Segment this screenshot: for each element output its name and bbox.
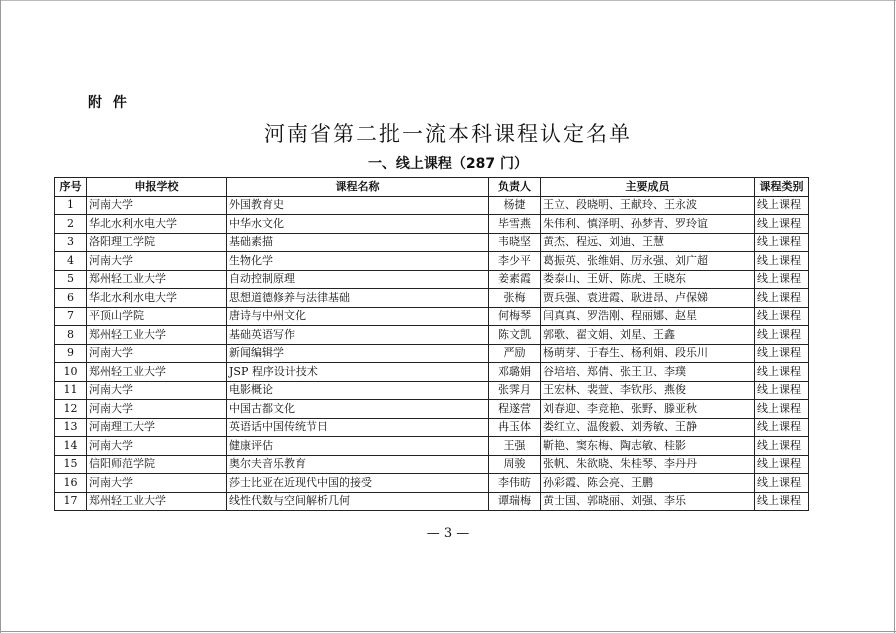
attachment-label: 附 件 — [88, 95, 130, 111]
header-leader: 负责人 — [489, 178, 541, 197]
table-row — [55, 326, 809, 345]
cell-leader: 冉玉体 — [489, 418, 541, 437]
cell-members: 葛振英、张维娟、厉永强、刘广超 — [541, 252, 755, 271]
cell-leader: 李伟昉 — [489, 474, 541, 493]
table-row — [55, 492, 809, 511]
cell-leader: 严励 — [489, 344, 541, 363]
cell-category: 线上课程 — [755, 400, 809, 419]
page-edge-top — [0, 0, 896, 1]
cell-school: 河南大学 — [87, 196, 227, 215]
cell-category: 线上课程 — [755, 196, 809, 215]
table-body — [55, 196, 809, 511]
table-row — [55, 307, 809, 326]
cell-course: 唐诗与中州文化 — [227, 307, 489, 326]
table-row — [55, 252, 809, 271]
cell-category: 线上课程 — [755, 492, 809, 511]
cell-school: 信阳师范学院 — [87, 455, 227, 474]
cell-category: 线上课程 — [755, 418, 809, 437]
cell-members: 杨萌芽、于春生、杨利娟、段乐川 — [541, 344, 755, 363]
cell-course: 电影概论 — [227, 381, 489, 400]
cell-seq: 11 — [55, 381, 87, 400]
cell-seq: 1 — [55, 196, 87, 215]
cell-course: 奥尔夫音乐教育 — [227, 455, 489, 474]
cell-course: 中国古都文化 — [227, 400, 489, 419]
cell-category: 线上课程 — [755, 381, 809, 400]
cell-leader: 谭瑞梅 — [489, 492, 541, 511]
header-members: 主要成员 — [541, 178, 755, 197]
page-edge-bottom — [0, 631, 896, 632]
cell-leader: 毕雪燕 — [489, 215, 541, 234]
cell-members: 朱伟利、慎泽明、孙梦青、罗玲谊 — [541, 215, 755, 234]
cell-leader: 杨捷 — [489, 196, 541, 215]
cell-category: 线上课程 — [755, 437, 809, 456]
cell-category: 线上课程 — [755, 474, 809, 493]
cell-seq: 10 — [55, 363, 87, 382]
cell-seq: 5 — [55, 270, 87, 289]
cell-school: 河南大学 — [87, 474, 227, 493]
header-course: 课程名称 — [227, 178, 489, 197]
cell-category: 线上课程 — [755, 270, 809, 289]
cell-members: 靳艳、窦东梅、陶志敏、桂影 — [541, 437, 755, 456]
cell-leader: 王强 — [489, 437, 541, 456]
cell-members: 谷培培、郑倩、张王卫、李璞 — [541, 363, 755, 382]
cell-members: 娄泰山、王妍、陈虎、王晓东 — [541, 270, 755, 289]
cell-category: 线上课程 — [755, 252, 809, 271]
cell-category: 线上课程 — [755, 233, 809, 252]
cell-leader: 陈文凯 — [489, 326, 541, 345]
cell-category: 线上课程 — [755, 326, 809, 345]
table-row — [55, 400, 809, 419]
cell-school: 洛阳理工学院 — [87, 233, 227, 252]
cell-seq: 6 — [55, 289, 87, 308]
header-school: 申报学校 — [87, 178, 227, 197]
cell-seq: 2 — [55, 215, 87, 234]
cell-course: 线性代数与空间解析几何 — [227, 492, 489, 511]
cell-course: 新闻编辑学 — [227, 344, 489, 363]
cell-course: 英语话中国传统节日 — [227, 418, 489, 437]
table-row — [55, 270, 809, 289]
cell-school: 河南大学 — [87, 381, 227, 400]
table-row — [55, 233, 809, 252]
cell-course: 健康评估 — [227, 437, 489, 456]
cell-school: 河南大学 — [87, 344, 227, 363]
cell-seq: 14 — [55, 437, 87, 456]
cell-seq: 8 — [55, 326, 87, 345]
header-category: 课程类别 — [755, 178, 809, 197]
table-row — [55, 196, 809, 215]
cell-leader: 何梅琴 — [489, 307, 541, 326]
cell-members: 黄杰、程远、刘迪、王慧 — [541, 233, 755, 252]
table-row — [55, 418, 809, 437]
table-header-row — [55, 178, 809, 197]
document-title: 河南省第二批一流本科课程认定名单 — [264, 122, 632, 146]
cell-school: 郑州轻工业大学 — [87, 270, 227, 289]
cell-school: 华北水利水电大学 — [87, 215, 227, 234]
course-table — [54, 177, 809, 511]
cell-members: 郭歌、翟文娟、刘星、王鑫 — [541, 326, 755, 345]
cell-members: 刘春迎、李竞艳、张野、滕亚秋 — [541, 400, 755, 419]
cell-school: 郑州轻工业大学 — [87, 363, 227, 382]
cell-seq: 16 — [55, 474, 87, 493]
cell-school: 河南大学 — [87, 400, 227, 419]
cell-leader: 张梅 — [489, 289, 541, 308]
cell-members: 孙彩霞、陈会亮、王鹏 — [541, 474, 755, 493]
cell-members: 张帆、朱欲晓、朱桂琴、李丹丹 — [541, 455, 755, 474]
cell-seq: 4 — [55, 252, 87, 271]
table-row — [55, 215, 809, 234]
cell-seq: 17 — [55, 492, 87, 511]
table-row — [55, 344, 809, 363]
cell-course: 基础英语写作 — [227, 326, 489, 345]
cell-leader: 张霁月 — [489, 381, 541, 400]
table-row — [55, 289, 809, 308]
cell-members: 娄红立、温俊毅、刘秀敏、王静 — [541, 418, 755, 437]
cell-seq: 15 — [55, 455, 87, 474]
cell-members: 闫真真、罗浩刚、程丽娜、赵星 — [541, 307, 755, 326]
cell-school: 河南大学 — [87, 437, 227, 456]
cell-course: 中华水文化 — [227, 215, 489, 234]
page-number: — 3 — — [426, 526, 470, 541]
cell-category: 线上课程 — [755, 289, 809, 308]
header-seq: 序号 — [55, 178, 87, 197]
table-row — [55, 437, 809, 456]
cell-seq: 13 — [55, 418, 87, 437]
cell-leader: 李少平 — [489, 252, 541, 271]
cell-school: 平顶山学院 — [87, 307, 227, 326]
cell-category: 线上课程 — [755, 307, 809, 326]
cell-course: 基础素描 — [227, 233, 489, 252]
cell-seq: 9 — [55, 344, 87, 363]
cell-leader: 邓璐娟 — [489, 363, 541, 382]
cell-seq: 3 — [55, 233, 87, 252]
table-row — [55, 455, 809, 474]
cell-course: 生物化学 — [227, 252, 489, 271]
cell-seq: 12 — [55, 400, 87, 419]
cell-seq: 7 — [55, 307, 87, 326]
cell-school: 华北水利水电大学 — [87, 289, 227, 308]
cell-leader: 周骏 — [489, 455, 541, 474]
cell-course: 思想道德修养与法律基础 — [227, 289, 489, 308]
cell-school: 河南理工大学 — [87, 418, 227, 437]
cell-course: 自动控制原理 — [227, 270, 489, 289]
cell-category: 线上课程 — [755, 455, 809, 474]
table-row — [55, 381, 809, 400]
cell-course: 外国教育史 — [227, 196, 489, 215]
cell-category: 线上课程 — [755, 363, 809, 382]
table-row — [55, 363, 809, 382]
cell-leader: 程遂营 — [489, 400, 541, 419]
cell-members: 贾兵强、袁进霞、耿进昂、卢保娣 — [541, 289, 755, 308]
cell-course: 莎士比亚在近现代中国的接受 — [227, 474, 489, 493]
section-subtitle: 一、线上课程（287 门） — [367, 156, 529, 172]
cell-leader: 韦晓坚 — [489, 233, 541, 252]
cell-school: 河南大学 — [87, 252, 227, 271]
table-row — [55, 474, 809, 493]
cell-members: 王宏林、裴萱、李钦彤、燕俊 — [541, 381, 755, 400]
cell-school: 郑州轻工业大学 — [87, 326, 227, 345]
cell-category: 线上课程 — [755, 344, 809, 363]
cell-leader: 姜素霞 — [489, 270, 541, 289]
cell-course: JSP 程序设计技术 — [227, 363, 489, 382]
cell-members: 王立、段晓明、王献玲、王永波 — [541, 196, 755, 215]
cell-school: 郑州轻工业大学 — [87, 492, 227, 511]
cell-category: 线上课程 — [755, 215, 809, 234]
cell-members: 黄士国、郭晓丽、刘强、李乐 — [541, 492, 755, 511]
